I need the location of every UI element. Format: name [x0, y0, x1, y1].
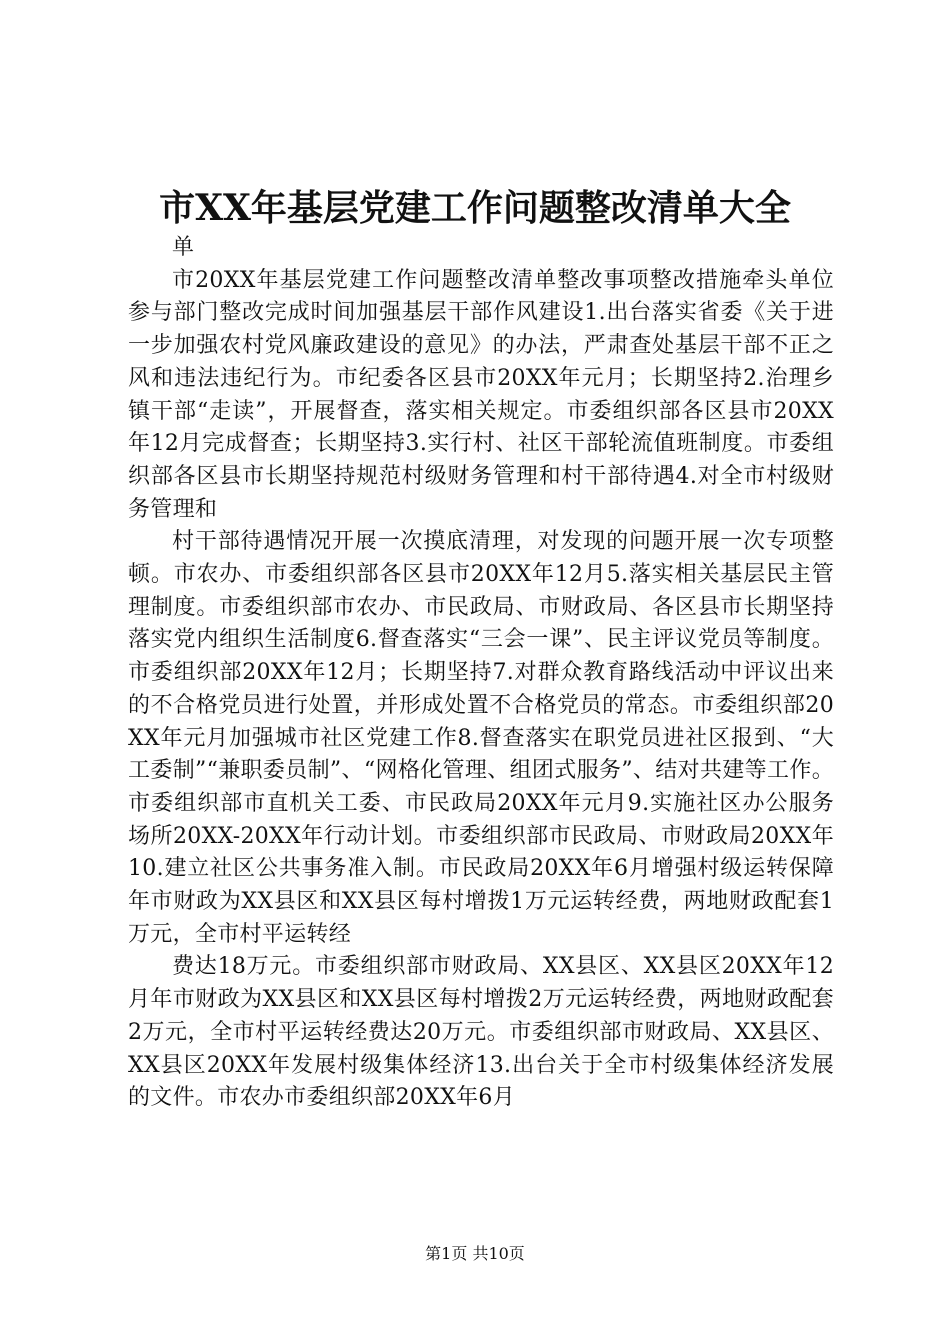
paragraph: 费达18万元。市委组织部市财政局、XX县区、XX县区20XX年12月年市财政为XX县区和XX县区每村增拨2万元运转经费，两地财政配套2万元，全市村平运转经费达20万元。市委组织部市财政局、XX县区、XX县区20XX年发展村级集体经济13.出台关于全市村级集体经济发展的文件。市农办市委组织部20XX年6月: [128, 954, 834, 1111]
paragraph: 单: [172, 235, 195, 260]
paragraph: 村干部待遇情况开展一次摸底清理，对发现的问题开展一次专项整顿。市农办、市委组织部各区县市20XX年12月5.落实相关基层民主管理制度。市委组织部市农办、市民政局、市财政局、各区县市长期坚持落实党内组织生活制度6.督查落实“三会一课”、民主评议党员等制度。市委组织部20XX年12月；长期坚持7.对群众教育路线活动中评议出来的不合格党员进行处置，并形成处置不合格党员的常态。市委组织部20XX年元月加强城市社区党建工作8.督查落实在职党员进社区报到、“大工委制”“兼职委员制”、“网格化管理、组团式服务”、结对共建等工作。市委组织部市直机关工委、市民政局20XX年元月9.实施社区办公服务场所20XX-20XX年行动计划。市委组织部市民政局、市财政局20XX年10.建立社区公共事务准入制。市民政局20XX年6月增强村级运转保障年市财政为XX县区和XX县区每村增拨1万元运转经费，两地财政配套1万元，全市村平运转经: [128, 529, 834, 947]
document-body: [128, 232, 834, 1115]
document-title: 市XX年基层党建工作问题整改清单大全: [159, 187, 791, 229]
paragraph: 市20XX年基层党建工作问题整改清单整改事项整改措施牵头单位参与部门整改完成时间加强基层干部作风建设1.出台落实省委《关于进一步加强农村党风廉政建设的意见》的办法，严肃查处基层干部不正之风和违法违纪行为。市纪委各区县市20XX年元月；长期坚持2.治理乡镇干部“走读”，开展督查，落实相关规定。市委组织部各区县市20XX年12月完成督查；长期坚持3.实行村、社区干部轮流值班制度。市委组织部各区县市长期坚持规范村级财务管理和村干部待遇4.对全市村级财务管理和: [128, 267, 834, 522]
page-number-footer: 第1页 共10页: [425, 1244, 525, 1263]
